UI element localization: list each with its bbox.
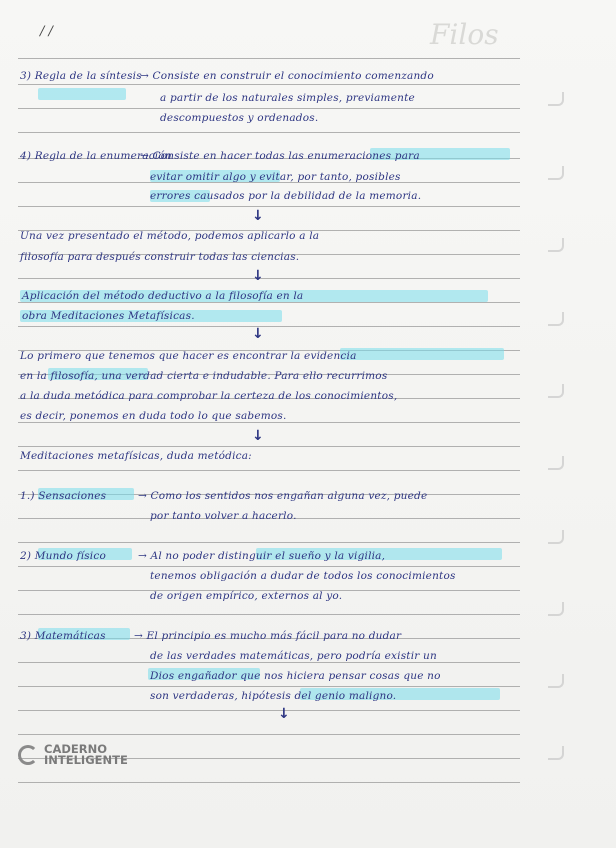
spiral-notch — [548, 602, 564, 616]
doubt-1-line-2: por tanto volver a hacerlo. — [150, 510, 297, 522]
logo-line-2: INTELIGENTE — [44, 753, 128, 767]
rule-3-line-2: a partir de los naturales simples, previamente — [160, 92, 415, 104]
down-arrow-icon: ↓ — [252, 326, 264, 342]
ruled-line — [18, 278, 520, 279]
down-arrow-icon: ↓ — [252, 208, 264, 224]
ruled-line — [18, 84, 520, 85]
highlight-mark — [38, 88, 126, 100]
doubt-3-line-4: son verdaderas, hipótesis del genio maligno. — [150, 690, 397, 702]
rule-4-line-3: errores causados por la debilidad de la memoria. — [150, 190, 422, 202]
rule-3-line-1: → Consiste en construir el conocimiento comenzando — [140, 70, 434, 82]
rule-3-title: 3) Regla de la síntesis — [20, 70, 142, 82]
highlight-mark — [340, 348, 504, 360]
paragraph-line: a la duda metódica para comprobar la certeza de los conocimientos, — [20, 390, 398, 402]
bleed-through-mark: Filos — [430, 18, 499, 51]
paragraph-line: en la filosofía, una verdad cierta e indudable. Para ello recurrimos — [20, 370, 388, 382]
ruled-line — [18, 662, 520, 663]
doubt-2-line-2: tenemos obligación a dudar de todos los conocimientos — [150, 570, 456, 582]
ruled-line — [18, 686, 520, 687]
ruled-line — [18, 446, 520, 447]
doubt-3-line-3: Dios engañador que nos hiciera pensar cosas que no — [150, 670, 441, 682]
ruled-line — [18, 58, 520, 59]
section-heading: obra Meditaciones Metafísicas. — [22, 310, 195, 322]
doubt-2-title: 2) Mundo físico — [20, 550, 106, 562]
paragraph-line: Una vez presentado el método, podemos aplicarlo a la — [20, 230, 320, 242]
ruled-line — [18, 206, 520, 207]
date-field: / / — [40, 24, 53, 39]
spiral-notch — [548, 456, 564, 470]
ruled-line — [18, 710, 520, 711]
paragraph-line: Lo primero que tenemos que hacer es encontrar la evidencia — [20, 350, 357, 362]
logo-c-icon — [18, 745, 38, 765]
ruled-line — [18, 132, 520, 133]
ruled-line — [18, 326, 520, 327]
doubt-1-line-1: → Como los sentidos nos engañan alguna vez, puede — [138, 490, 428, 502]
brand-logo — [18, 744, 128, 766]
doubt-2-line-1: → Al no poder distinguir el sueño y la vigilia, — [138, 550, 386, 562]
ruled-line — [18, 422, 520, 423]
ruled-line — [18, 566, 520, 567]
logo-line-1: CADERNO — [44, 742, 107, 756]
ruled-line — [18, 470, 520, 471]
down-arrow-icon: ↓ — [252, 428, 264, 444]
spiral-notch — [548, 384, 564, 398]
rule-4-line-2: evitar omitir algo y evitar, por tanto, posibles — [150, 171, 401, 183]
spiral-notch — [548, 92, 564, 106]
spiral-notch — [548, 746, 564, 760]
section-heading: Meditaciones metafísicas, duda metódica: — [20, 450, 252, 462]
doubt-3-line-2: de las verdades matemáticas, pero podría existir un — [150, 650, 437, 662]
doubt-3-title: 3) Matemáticas — [20, 630, 106, 642]
down-arrow-icon: ↓ — [278, 706, 290, 722]
rule-4-title: 4) Regla de la enumeración — [20, 150, 172, 162]
doubt-1-title: 1.) Sensaciones — [20, 490, 107, 502]
ruled-line — [18, 108, 520, 109]
ruled-line — [18, 734, 520, 735]
rule-4-line-1: → Consiste en hacer todas las enumeraciones para — [140, 150, 420, 162]
doubt-2-line-3: de origen empírico, externos al yo. — [150, 590, 343, 602]
section-heading: Aplicación del método deductivo a la filosofía en la — [22, 290, 304, 302]
spiral-notch — [548, 166, 564, 180]
spiral-notch — [548, 312, 564, 326]
doubt-3-line-1: → El principio es mucho más fácil para no dudar — [134, 630, 402, 642]
ruled-line — [18, 782, 520, 783]
ruled-line — [18, 542, 520, 543]
ruled-line — [18, 302, 520, 303]
spiral-notch — [548, 530, 564, 544]
paragraph-line: filosofía para después construir todas las ciencias. — [20, 251, 300, 263]
ruled-line — [18, 614, 520, 615]
rule-3-line-3: descompuestos y ordenados. — [160, 112, 319, 124]
spiral-notch — [548, 674, 564, 688]
spiral-notch — [548, 238, 564, 252]
paragraph-line: es decir, ponemos en duda todo lo que sabemos. — [20, 410, 287, 422]
down-arrow-icon: ↓ — [252, 268, 264, 284]
